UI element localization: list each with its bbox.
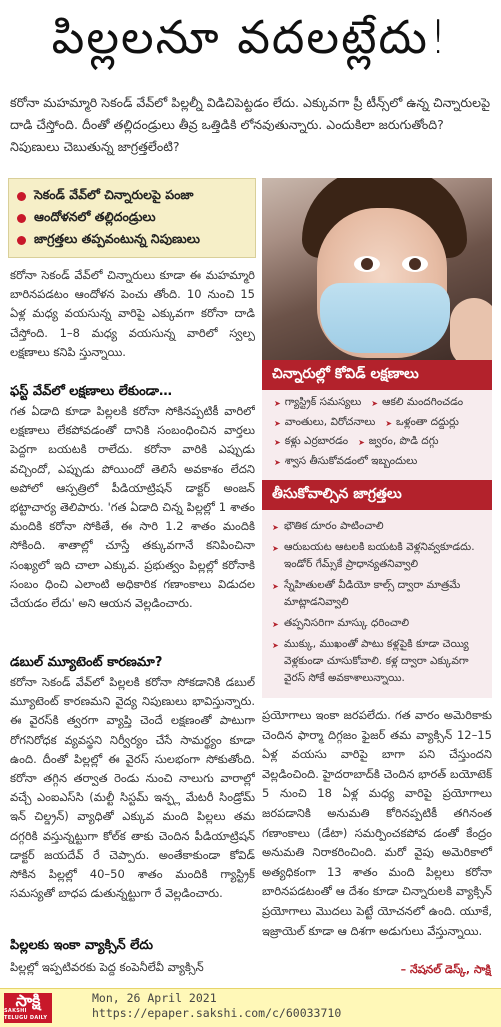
highlight-item [17, 207, 247, 229]
symptoms-list [262, 390, 492, 472]
intro-paragraph: కరోనా మహమ్మారి సెకండ్ వేవ్‌లో పిల్లల్నీ విడిచిపెట్టడం లేదు. ఎక్కువగా ప్రీ టీన్స్‌లో ఉన్న చిన్నారులపై దాడి చేస్తోంది. దీంతో తల్లిదండ్రులు తీవ్ర ఒత్తిడికి లోనవుతున్నారు. ఎందుకిలా జరుగుతోంది? నిపుణులు చెబుతున్న జాగ్రత్తలేంటి? [10, 95, 491, 154]
byline: – నేషనల్ డెస్క్, సాక్షి [400, 963, 491, 976]
headline: పిల్లలనూ వదలట్లేదు! [51, 10, 450, 64]
child-with-mask-photo [262, 178, 492, 360]
precaution-item: ➤ తప్పనిసరిగా మాస్కు ధరించాలి [262, 613, 492, 634]
precaution-item: ➤ ముక్కు, ముఖంతో పాటు కళ్లపైకి కూడా చెయ్యి వెళ్లకుండా చూసుకోవాలి. కళ్ల ద్వారా ఎక్కువగా వైరస్ సోకే అవకాశాలున్నాయి. [262, 634, 492, 689]
body-paragraph: కరోనా సెకండ్ వేవ్‌లో చిన్నారులు కూడా ఈ మహమ్మారి బారినపడటం ఆందోళన పెంచు తోంది. 10 నుంచి 15 ఏళ్ల మధ్య వయసున్న వారిపై ఎక్కువగా కరోనా దాడి చేస్తోంది. 1–8 మధ్య వయసున్న వారిలో స్వల్ప లక్షణాలు కనిపి స్తున్నాయి. [10, 268, 255, 359]
body-paragraph: గత ఏడాది కూడా పిల్లలకి కరోనా సోకినప్పటికీ వారిలో లక్షణాలు లేకపోవడంతో దానికి సంబంధించిన వార్తలు పెద్దగా బయటకి రాలేదు. కరోనా వారికి ఎప్పుడు వచ్చిందో, ఎప్పుడు పోయిందో తెలిసే అవకాశం లేదని అపోలో ఆస్పత్రిలో పీడియాట్రిషన్ డాక్టర్ అంజన్ భట్టాచార్య తెలిపారు. 'గత ఏడాది చిన్న పిల్లల్లో 1 శాతం మందికి కరోనా సోకితే, ఈ సారి 1.2 శాతం మందికి సోకింది. శాతాల్లో చూస్తే తక్కువగానే కనిపించినా సంఖ్యలో ఇది చాలా ఎక్కువ. ప్రభుత్వం పిల్లల్లో కరోనాకి సంబం ధించి ఎలాంటి అధికారిక గణాంకాలు విడుదల చేయడం లేదు' అని ఆయన వెల్లడించారు. [10, 404, 255, 611]
symptom: ➤ వాంతులు, విరోచనాలు [274, 416, 375, 431]
sakshi-logo: సాక్షి SAKSHI TELUGU DAILY [4, 993, 52, 1023]
subheading: ఫస్ట్ వేవ్‌లో లక్షణాలు లేకుండా… [10, 384, 173, 399]
symptom-row [262, 414, 492, 434]
symptom-row [262, 394, 492, 414]
bullet-icon [17, 236, 26, 245]
precaution-item: ➤ ఆరుబయట ఆటలకి బయటకి వెళ్లనివ్వకూడదు. ఇండోర్ గేమ్స్‌కే ప్రాధాన్యతనివ్వాలి [262, 537, 492, 575]
highlight-text: జాగ్రత్తలు తప్పవంటున్న నిపుణులు [34, 230, 200, 246]
footer-bar [0, 988, 501, 1027]
precaution-item: ➤ స్నేహితులతో వీడియో కాల్స్ ద్వారా మాత్రమే మాట్లాడనివ్వాలి [262, 575, 492, 613]
edition-date: Mon, 26 April 2021 [92, 991, 217, 1005]
symptom: ➤ ఒళ్లంతా దద్దుర్లు [385, 416, 459, 431]
footer-meta [92, 991, 341, 1021]
bullet-icon [17, 192, 26, 201]
symptom: ➤ జ్వరం, పొడి దగ్గు [358, 435, 438, 450]
symptom: ➤ ఆకలి మందగించడం [371, 396, 463, 411]
highlights-box [8, 178, 256, 258]
subheading: డబుల్ మ్యూటెంట్ కారణమా? [10, 655, 163, 670]
epaper-link[interactable]: https://epaper.sakshi.com/c/60033710 [92, 1006, 342, 1020]
precautions-list [262, 510, 492, 689]
subheading: పిల్లలకు ఇంకా వ్యాక్సిన్ లేదు [10, 938, 154, 953]
highlight-text: ఆందోళనలో తల్లిదండ్రులు [34, 208, 156, 224]
highlight-text: సెకండ్ వేవ్‌లో చిన్నారులపై పంజా [34, 186, 194, 202]
symptom-row [262, 433, 492, 453]
bullet-icon [17, 214, 26, 223]
symptom: ➤ శ్వాస తీసుకోవడంలో ఇబ్బందులు [274, 455, 417, 470]
info-panel [262, 360, 492, 698]
body-paragraph: కరోనా సెకండ్ వేవ్‌లో పిల్లలకి కరోనా సోకడానికి డబుల్ మ్యూటెంట్ కారణమని వైద్య నిపుణులు భావిస్తున్నారు. ఈ వైరస్‌కి త్వరగా వ్యాప్తి చెందే లక్షణంతో పాటుగా రోగనిరోధక వ్యవస్థని నిర్వీర్యం చేసే సామర్థ్యం కూడా ఉంది. దీంతో పిల్లల్లో ఈ వైరస్ సులభంగా సోకుతోంది. కరోనా తగ్గిన తర్వాత రెండు నుంచి నాలుగు వారాల్లో వచ్చే ఎంఐఎస్‌సి (మల్టీ సిస్టమ్ ఇన్ఫ్ల మేటరీ సిండ్రోమ్ ఇన్ చిల్డ్రన్) వ్యాధితో ఎక్కువ మంది పిల్లలు తమ దగ్గరికి వస్తున్నట్టుగా కోల్‌క తాకు చెందిన పీడియాట్రిషన్ డాక్టర్ జయదేవ్ రే చెప్పారు. అంతేకాకుండా కోవిడ్ సోకిన పిల్లల్లో 40–50 శాతం మందికి గ్యాస్ట్రిక్ సమస్యతో బాధప డుతున్నట్టుగా రే వెల్లడించారు. [10, 675, 255, 901]
symptom: ➤ గ్యాస్ట్రిక్ సమస్యలు [274, 396, 361, 411]
face-mask [320, 283, 450, 353]
precautions-title: తీసుకోవాల్సిన జాగ్రత్తలు [262, 480, 492, 510]
precaution-item: ➤ భౌతిక దూరం పాటించాలి [262, 516, 492, 537]
right-column-text: ప్రయోగాలు ఇంకా జరపలేదు. గత వారం అమెరికాకు చెందిన ఫార్మా దిగ్గజం ఫైజర్ తమ వ్యాక్సిన్ 12–15 ఏళ్ల వయసు వారిపై బాగా పని చేస్తుందని వెల్లడించింది. హైదరాబాద్‌కి చెందిన భారత్ బయోటెక్ 5 నుంచి 18 ఏళ్ల మధ్య వారిపై ప్రయోగాలు జరపడానికి అనుమతి కోరినప్పటికీ తగినంత గణాంకాలు (డేటా) సమర్పించకపోవ డంతో కేంద్రం అనుమతి నిరాకరించింది. మరో వైపు అమెరికాలో అత్యధికంగా 13 శాతం మంది పిల్లలు కరోనా బారినపడటంతో ఆ దేశం కూడా చిన్నారులకి వ్యాక్సిన్ ప్రయోగాలు మొదలు పెట్టే యోచనలో ఉంది. యూకే, ఇజ్రాయెల్ కూడా ఆ దిశగా అడుగులు వేస్తున్నాయి. [262, 708, 492, 938]
highlight-item [17, 229, 247, 251]
symptom-row [262, 453, 492, 473]
symptom: ➤ కళ్లు ఎర్రబారడం [274, 435, 348, 450]
body-paragraph: పిల్లల్లో ఇప్పటివరకు పెద్ద కంపెనీలేవీ వ్యాక్సిన్ [10, 960, 204, 974]
symptoms-title: చిన్నారుల్లో కోవిడ్ లక్షణాలు [262, 360, 492, 390]
highlight-item [17, 185, 247, 207]
